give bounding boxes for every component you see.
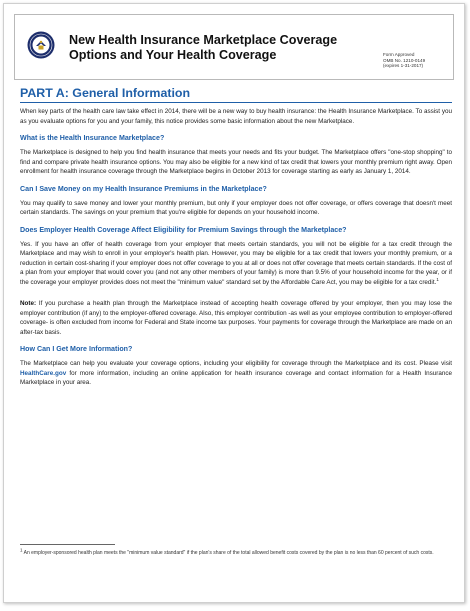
footnote-reference: 1 xyxy=(436,276,439,282)
notice-header xyxy=(14,14,454,80)
footnote-mark: 1 xyxy=(20,547,23,553)
more-info-text-1: The Marketplace can help you evaluate your coverage options, including your eligibility for coverage through the Marketplace and its cost. Please visit xyxy=(20,360,452,367)
section-heading-marketplace: What is the Health Insurance Marketplace? xyxy=(20,134,165,142)
footnote xyxy=(20,549,454,558)
section-heading-eligibility: Does Employer Health Coverage Affect Eligibility for Premium Savings through the Marketplace? xyxy=(20,225,347,234)
dol-seal-icon xyxy=(27,31,55,59)
form-approval-info xyxy=(383,52,445,69)
more-info-text-2: for more information, including an online application for health insurance coverage and contact information for a Health Insurance Marketplace in your area. xyxy=(20,369,452,386)
form-approved-label: Form Approved xyxy=(383,52,415,57)
section-body-save-money: You may qualify to save money and lower your monthly premium, but only if your employer does not offer coverage, or offers coverage that doesn't meet certain standards. The savings on your premium that you're eligible for depends on your household income. xyxy=(20,199,452,216)
healthcare-gov-link[interactable]: HealthCare.gov xyxy=(20,369,67,377)
note-label: Note: xyxy=(20,300,37,307)
notice-body xyxy=(20,86,452,388)
section-heading-more-info: How Can I Get More Information? xyxy=(20,345,133,353)
section-heading-save-money: Can I Save Money on my Health Insurance Premiums in the Marketplace? xyxy=(20,184,267,193)
section-body-more-info xyxy=(20,359,452,388)
title-line-1: New Health Insurance Marketplace Coverage xyxy=(69,33,338,47)
footnote-divider xyxy=(20,544,115,545)
omb-number: OMB No. 1210-0149 xyxy=(383,57,426,63)
title-line-2: Options and Your Health Coverage xyxy=(69,48,277,62)
note-paragraph xyxy=(20,299,452,337)
footnote-text: An employer-sponsored health plan meets the "minimum value standard" if the plan's share of the total allowed benefit costs covered by the plan is no less than 60 percent of such costs. xyxy=(22,550,434,556)
section-body-marketplace: The Marketplace is designed to help you find health insurance that meets your needs and fits your budget. The Marketplace offers "one-stop shopping" to find and compare private health insurance options. You may also be eligible for a new kind of tax credit that lowers your monthly premium right away. Open enrollment for health insurance coverage through the Marketplace begins in October 2013 for coverage starting as early as January 1, 2014. xyxy=(20,149,452,175)
expiration-date: (expires 1-31-2017) xyxy=(383,63,424,69)
note-text: If you purchase a health plan through the Marketplace instead of accepting health coverage offered by your employer, then you may lose the employer contribution (if any) to the employer-offered coverage. Also, this employer contribution -as well as your employee contribution to employer-offered coverage- is often excluded from income for Federal and State income tax purposes. Your payments for coverage through the Marketplace are made on an after-tax basis. xyxy=(20,300,452,336)
document-page xyxy=(3,3,465,603)
eligibility-text: Yes. If you have an offer of health coverage from your employer that meets certain standards, you will not be eligible for a tax credit through the Marketplace and may wish to enroll in your employer's health plan. However, you may be eligible for a tax credit that lowers your monthly premium, or a reduction in certain cost-sharing if your employer does not offer coverage to you at all or does not offer coverage that meets certain standards. If the cost of a plan from your employer that would cover you (and not any other members of your family) is more than 9.5% of your household income for the year, or if the coverage your employer provides does not meet the "minimum value" standard set by the Affordable Care Act, you may be eligible for a tax credit. xyxy=(20,240,452,286)
section-body-eligibility xyxy=(20,240,452,288)
intro-paragraph: When key parts of the health care law take effect in 2014, there will be a new way to buy health insurance: the Health Insurance Marketplace. To assist you as you evaluate options for you and your family, this notice provides some basic information about the new Marketplace. xyxy=(20,108,452,125)
heading-divider xyxy=(20,102,452,103)
part-a-heading: PART A: General Information xyxy=(20,86,191,100)
notice-title xyxy=(69,33,337,63)
